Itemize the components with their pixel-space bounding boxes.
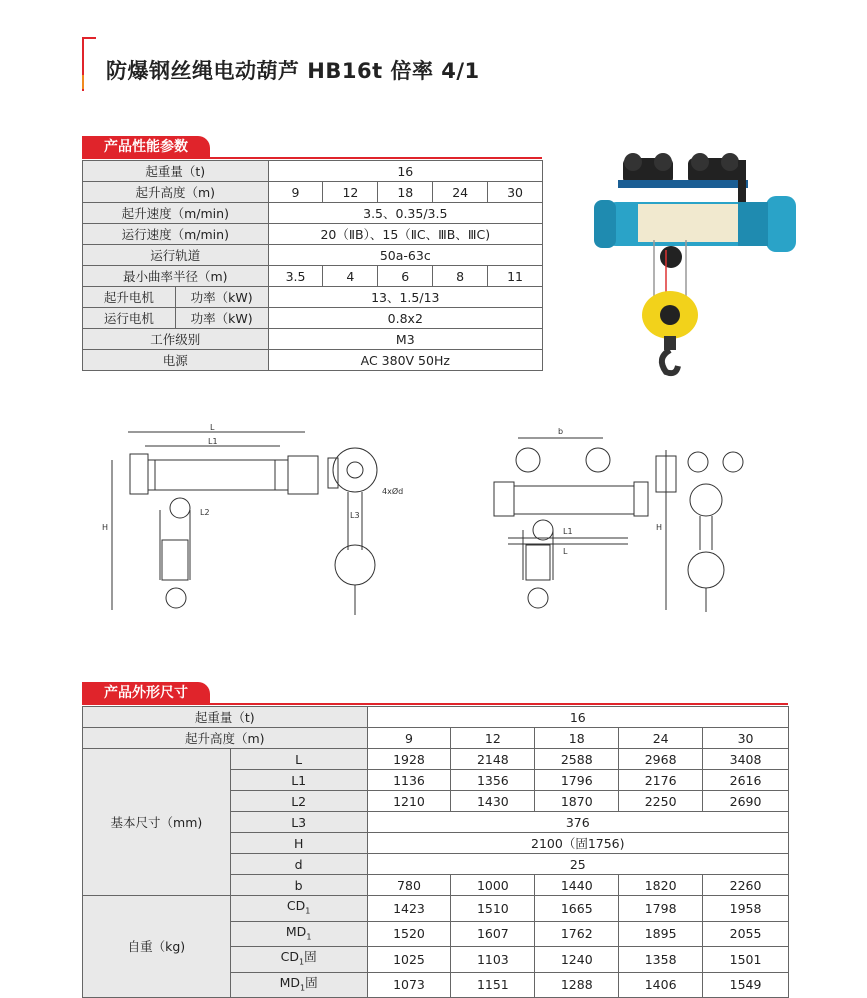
key-subscript: 1 <box>299 957 305 967</box>
cell: 4 <box>323 266 378 287</box>
row-sublabel: 功率（kW) <box>175 287 268 308</box>
group-label-basic: 基本尺寸（mm) <box>83 749 231 896</box>
key-subscript: 1 <box>305 906 311 916</box>
cell: 3408 <box>703 749 789 770</box>
key-suffix: 固 <box>305 974 318 990</box>
cell: 376 <box>367 812 788 833</box>
table-row <box>83 245 543 266</box>
section-divider <box>82 157 542 159</box>
cell: 1958 <box>703 896 789 922</box>
cell: 2616 <box>703 770 789 791</box>
table-row <box>83 287 543 308</box>
cell: 1136 <box>367 770 451 791</box>
cell: 2055 <box>703 921 789 947</box>
cell: 1762 <box>535 921 619 947</box>
row-key <box>230 972 367 998</box>
cell: 1895 <box>619 921 703 947</box>
cell: 1406 <box>619 972 703 998</box>
row-key: L <box>230 749 367 770</box>
group-label-weight: 自重（kg) <box>83 896 231 998</box>
cell: 18 <box>378 182 433 203</box>
cell: 9 <box>367 728 451 749</box>
key-text: MD <box>285 923 307 939</box>
cell: 1423 <box>367 896 451 922</box>
row-key: L2 <box>230 791 367 812</box>
cell: 12 <box>323 182 378 203</box>
key-subscript: 1 <box>300 983 306 992</box>
dimensions-table <box>82 706 789 998</box>
cell: 1798 <box>619 896 703 922</box>
table-row <box>83 896 789 922</box>
cell: 1665 <box>535 896 619 922</box>
cell: 30 <box>488 182 543 203</box>
row-key: b <box>230 875 367 896</box>
row-label: 电源 <box>83 350 269 371</box>
row-key <box>230 947 367 973</box>
cell: 25 <box>367 854 788 875</box>
row-key: L3 <box>230 812 367 833</box>
key-suffix: 固 <box>304 949 317 964</box>
hoist-product-image <box>588 140 803 380</box>
cell: 1430 <box>451 791 535 812</box>
cell: 30 <box>703 728 789 749</box>
cell: 1288 <box>535 972 619 998</box>
cell: 1356 <box>451 770 535 791</box>
dim-label-h: H <box>102 523 109 532</box>
row-key: H <box>230 833 367 854</box>
row-label: 工作级别 <box>83 329 269 350</box>
cell: 780 <box>367 875 451 896</box>
cell: 20（ⅡB）、15（ⅡC、ⅢB、ⅢC) <box>268 224 542 245</box>
cell: 1210 <box>367 791 451 812</box>
table-row <box>83 350 543 371</box>
cell: 1510 <box>451 896 535 922</box>
dim-label-l3: L3 <box>350 511 360 520</box>
row-label: 起升高度（m) <box>83 182 269 203</box>
row-key <box>230 896 367 922</box>
table-row <box>83 203 543 224</box>
row-label: 起重量（t) <box>83 161 269 182</box>
cell: 2250 <box>619 791 703 812</box>
key-text: CD <box>280 949 300 964</box>
dim-label-l1-end: L1 <box>563 527 573 536</box>
cell: 8 <box>433 266 488 287</box>
section-divider <box>82 703 788 705</box>
cell: 3.5、0.35/3.5 <box>268 203 542 224</box>
cell: 1870 <box>535 791 619 812</box>
title-accent-mark <box>82 37 96 91</box>
cell: 1549 <box>703 972 789 998</box>
table-row <box>83 224 543 245</box>
cell: 1000 <box>451 875 535 896</box>
table-row <box>83 266 543 287</box>
cell: 16 <box>367 707 788 728</box>
dim-label-l1: L1 <box>208 437 218 446</box>
cell: 1440 <box>535 875 619 896</box>
cell: 2100（固1756) <box>367 833 788 854</box>
key-text: CD <box>286 898 306 913</box>
dim-label-l-end: L <box>563 547 568 556</box>
row-key <box>230 921 367 947</box>
table-row <box>83 749 789 770</box>
cell: 1073 <box>367 972 451 998</box>
table-row <box>83 161 543 182</box>
key-subscript: 1 <box>306 932 312 941</box>
dim-label-l: L <box>210 423 215 432</box>
cell: 2690 <box>703 791 789 812</box>
cell: 50a-63c <box>268 245 542 266</box>
end-view-drawing <box>488 420 768 620</box>
side-view-drawing <box>100 420 420 620</box>
row-label: 运行速度（m/min) <box>83 224 269 245</box>
cell: 0.8x2 <box>268 308 542 329</box>
row-label: 运行电机 <box>83 308 176 329</box>
cell: M3 <box>268 329 542 350</box>
table-row <box>83 707 789 728</box>
section-tag-performance: 产品性能参数 <box>82 136 210 158</box>
row-label: 起升电机 <box>83 287 176 308</box>
table-row <box>83 182 543 203</box>
key-text: MD <box>279 974 301 990</box>
dim-label-h-end: H <box>656 523 663 532</box>
cell: 1796 <box>535 770 619 791</box>
row-label: 运行轨道 <box>83 245 269 266</box>
table-row <box>83 308 543 329</box>
row-label: 最小曲率半径（m) <box>83 266 269 287</box>
row-sublabel: 功率（kW) <box>175 308 268 329</box>
cell: 2968 <box>619 749 703 770</box>
cell: 2588 <box>535 749 619 770</box>
cell: 1501 <box>703 947 789 973</box>
cell: 2260 <box>703 875 789 896</box>
cell: 1103 <box>451 947 535 973</box>
performance-table <box>82 160 543 371</box>
cell: 1928 <box>367 749 451 770</box>
cell: 1025 <box>367 947 451 973</box>
cell: 1520 <box>367 921 451 947</box>
cell: 11 <box>488 266 543 287</box>
cell: 18 <box>535 728 619 749</box>
cell: 12 <box>451 728 535 749</box>
dim-label-l2: L2 <box>200 508 210 517</box>
cell: 2176 <box>619 770 703 791</box>
page-title: 防爆钢丝绳电动葫芦 HB16t 倍率 4/1 <box>106 59 480 83</box>
table-row <box>83 329 543 350</box>
row-label: 起重量（t) <box>83 707 368 728</box>
cell: 2148 <box>451 749 535 770</box>
cell: 1820 <box>619 875 703 896</box>
cell: 1240 <box>535 947 619 973</box>
cell: AC 380V 50Hz <box>268 350 542 371</box>
table-row <box>83 728 789 749</box>
cell: 1358 <box>619 947 703 973</box>
section-tag-dimensions: 产品外形尺寸 <box>82 682 210 704</box>
row-key: d <box>230 854 367 875</box>
cell: 6 <box>378 266 433 287</box>
row-label: 起升高度（m) <box>83 728 368 749</box>
cell: 24 <box>433 182 488 203</box>
dim-label-d: 4xØd <box>382 487 404 496</box>
cell: 3.5 <box>268 266 323 287</box>
cell: 24 <box>619 728 703 749</box>
cell: 13、1.5/13 <box>268 287 542 308</box>
row-key: L1 <box>230 770 367 791</box>
dim-label-b: b <box>558 427 564 436</box>
cell: 1607 <box>451 921 535 947</box>
cell: 9 <box>268 182 323 203</box>
title-accent-mark-orange <box>82 75 84 89</box>
cell: 16 <box>268 161 542 182</box>
cell: 1151 <box>451 972 535 998</box>
row-label: 起升速度（m/min) <box>83 203 269 224</box>
